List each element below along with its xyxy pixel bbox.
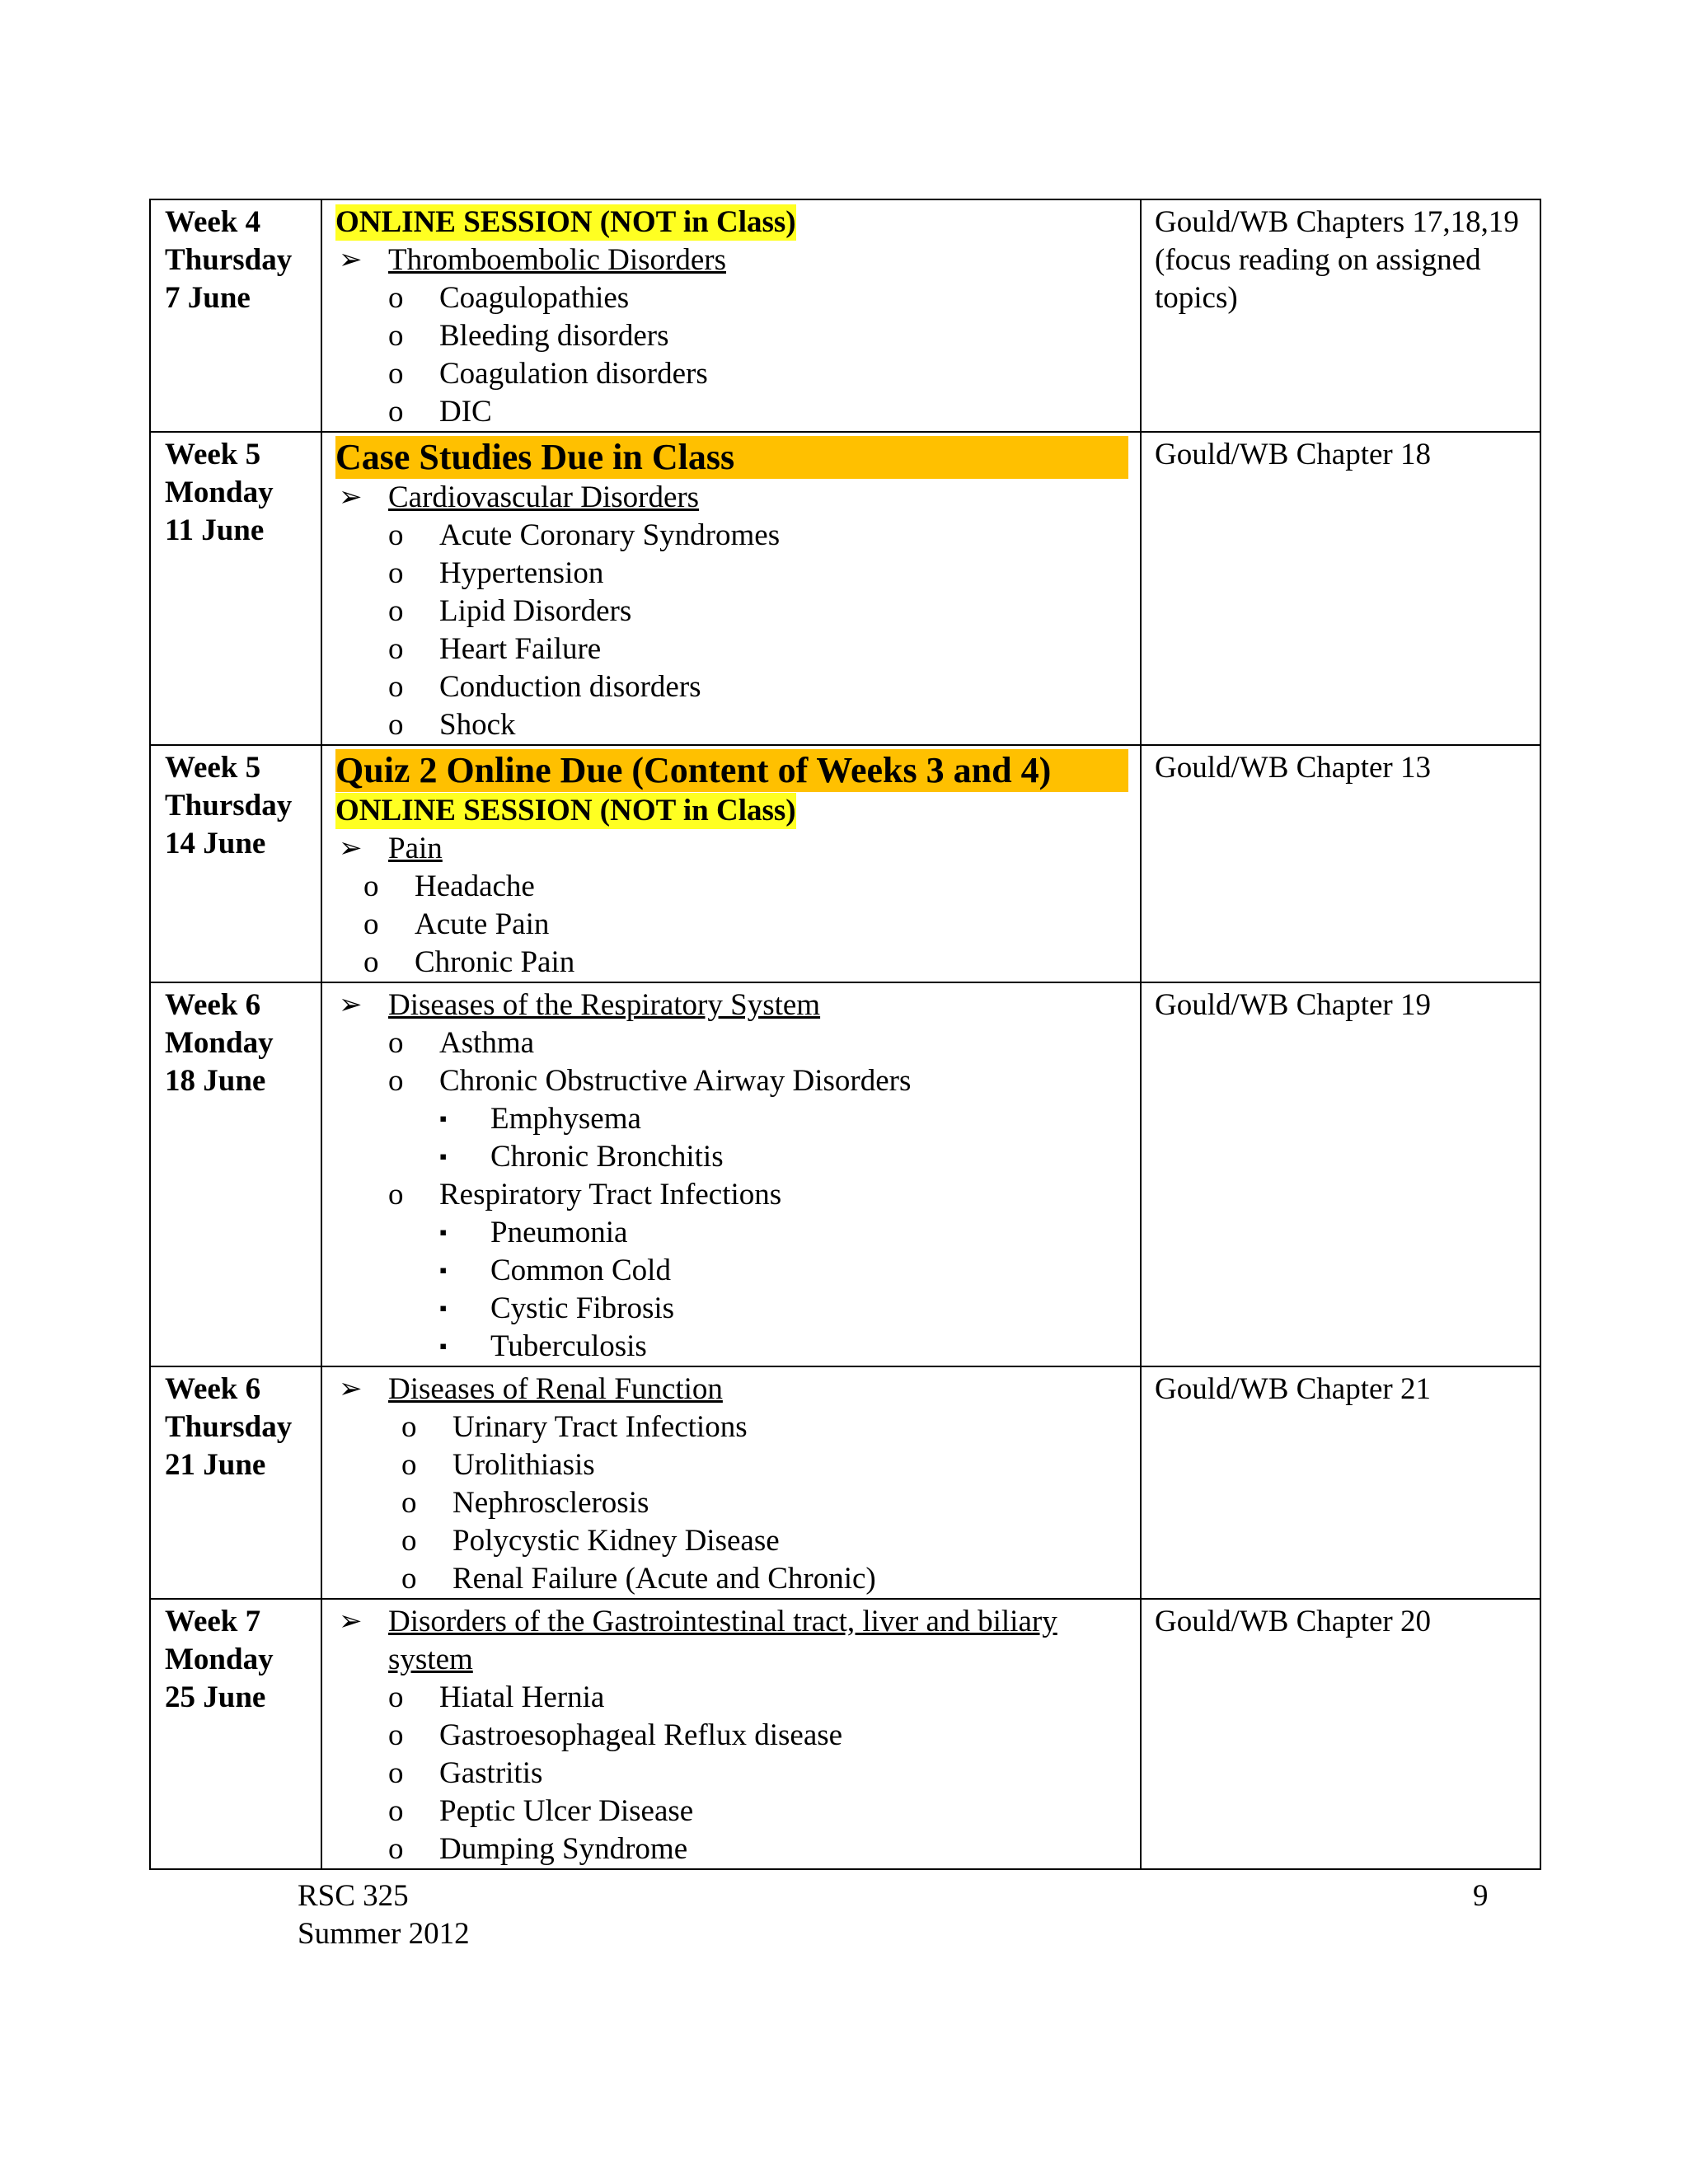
topic-cell — [321, 745, 1141, 982]
topic-cell — [321, 199, 1141, 432]
square-bullet-icon: ▪ — [439, 1334, 448, 1358]
list-item: o Nephrosclerosis — [335, 1484, 1128, 1522]
square-bullet-icon: ▪ — [439, 1296, 448, 1320]
square-bullet-icon: ▪ — [439, 1107, 448, 1131]
circle-bullet-icon: o — [401, 1562, 417, 1596]
arrow-bullet-icon: ➢ — [339, 245, 363, 275]
list-item: o Dumping Syndrome — [335, 1830, 1128, 1868]
main-topic: ➢ Disorders of the Gastrointestinal tract, liver and biliary system — [335, 1603, 1128, 1679]
online-session-banner: ONLINE SESSION (NOT in Class) — [335, 205, 796, 239]
circle-bullet-icon: o — [388, 594, 404, 628]
list-item: o Shock — [335, 706, 1128, 744]
topic-cell — [321, 982, 1141, 1366]
date-cell: Week 7 Monday 25 June — [150, 1599, 321, 1869]
arrow-bullet-icon: ➢ — [339, 1374, 363, 1404]
list-item: o Gastritis — [335, 1755, 1128, 1793]
reading-cell: Gould/WB Chapter 19 — [1141, 982, 1540, 1366]
quiz-due-banner: Quiz 2 Online Due (Content of Weeks 3 and 4) — [335, 749, 1128, 792]
date-cell: Week 5 Monday 11 June — [150, 432, 321, 745]
circle-bullet-icon: o — [388, 1832, 404, 1866]
list-item: o Urolithiasis — [335, 1446, 1128, 1484]
list-item: o Headache — [335, 868, 1128, 906]
list-item: o Hiatal Hernia — [335, 1679, 1128, 1717]
list-item: o Chronic Pain — [335, 944, 1128, 982]
term: Summer 2012 — [298, 1917, 470, 1951]
date-cell: Week 4 Thursday 7 June — [150, 199, 321, 432]
circle-bullet-icon: o — [401, 1524, 417, 1558]
table-row — [150, 432, 1540, 745]
list-item: ▪ Cystic Fibrosis — [335, 1290, 1128, 1328]
course-code: RSC 325 — [298, 1879, 409, 1913]
reading-cell: Gould/WB Chapter 13 — [1141, 745, 1540, 982]
table-row — [150, 745, 1540, 982]
circle-bullet-icon: o — [388, 319, 404, 353]
main-topic: ➢ Pain — [335, 830, 1128, 868]
list-item: o Chronic Obstructive Airway Disorders — [335, 1062, 1128, 1100]
circle-bullet-icon: o — [388, 632, 404, 666]
list-item: o Coagulopathies — [335, 279, 1128, 317]
list-item: ▪ Emphysema — [335, 1100, 1128, 1138]
main-topic: ➢ Diseases of the Respiratory System — [335, 987, 1128, 1024]
list-item: o Asthma — [335, 1024, 1128, 1062]
list-item: o DIC — [335, 393, 1128, 431]
circle-bullet-icon: o — [401, 1410, 417, 1444]
list-item: o Respiratory Tract Infections — [335, 1176, 1128, 1214]
reading-cell: Gould/WB Chapter 20 — [1141, 1599, 1540, 1869]
arrow-bullet-icon: ➢ — [339, 1606, 363, 1637]
circle-bullet-icon: o — [388, 395, 404, 429]
list-item: ▪ Pneumonia — [335, 1214, 1128, 1252]
circle-bullet-icon: o — [388, 357, 404, 391]
list-item: o Urinary Tract Infections — [335, 1408, 1128, 1446]
footer-course — [298, 1877, 470, 1953]
page-number: 9 — [1473, 1879, 1489, 1913]
topic-cell — [321, 432, 1141, 745]
circle-bullet-icon: o — [388, 1718, 404, 1752]
arrow-bullet-icon: ➢ — [339, 482, 363, 513]
table-row — [150, 199, 1540, 432]
square-bullet-icon: ▪ — [439, 1221, 448, 1244]
table-row — [150, 982, 1540, 1366]
circle-bullet-icon: o — [363, 869, 379, 903]
square-bullet-icon: ▪ — [439, 1258, 448, 1282]
reading-cell: Gould/WB Chapters 17,18,19 (focus reading on assigned topics) — [1141, 199, 1540, 432]
online-session-banner: ONLINE SESSION (NOT in Class) — [335, 794, 796, 827]
case-studies-banner: Case Studies Due in Class — [335, 436, 1128, 479]
topic-cell — [321, 1599, 1141, 1869]
circle-bullet-icon: o — [401, 1448, 417, 1482]
table-row — [150, 1599, 1540, 1869]
main-topic: ➢ Diseases of Renal Function — [335, 1371, 1128, 1408]
reading-cell: Gould/WB Chapter 18 — [1141, 432, 1540, 745]
list-item: o Acute Coronary Syndromes — [335, 517, 1128, 555]
square-bullet-icon: ▪ — [439, 1145, 448, 1169]
date-cell: Week 6 Thursday 21 June — [150, 1366, 321, 1599]
list-item: o Lipid Disorders — [335, 593, 1128, 630]
circle-bullet-icon: o — [401, 1486, 417, 1520]
list-item: o Coagulation disorders — [335, 355, 1128, 393]
list-item: o Conduction disorders — [335, 668, 1128, 706]
circle-bullet-icon: o — [388, 670, 404, 704]
list-item: ▪ Chronic Bronchitis — [335, 1138, 1128, 1176]
date-cell: Week 6 Monday 18 June — [150, 982, 321, 1366]
list-item: o Bleeding disorders — [335, 317, 1128, 355]
circle-bullet-icon: o — [363, 907, 379, 941]
circle-bullet-icon: o — [388, 1064, 404, 1098]
main-topic: ➢ Cardiovascular Disorders — [335, 479, 1128, 517]
list-item: o Heart Failure — [335, 630, 1128, 668]
list-item: o Peptic Ulcer Disease — [335, 1793, 1128, 1830]
list-item: ▪ Tuberculosis — [335, 1328, 1128, 1366]
list-item: o Hypertension — [335, 555, 1128, 593]
circle-bullet-icon: o — [363, 945, 379, 979]
circle-bullet-icon: o — [388, 281, 404, 315]
circle-bullet-icon: o — [388, 708, 404, 742]
main-topic: ➢ Thromboembolic Disorders — [335, 241, 1128, 279]
list-item: o Gastroesophageal Reflux disease — [335, 1717, 1128, 1755]
arrow-bullet-icon: ➢ — [339, 833, 363, 864]
circle-bullet-icon: o — [388, 1794, 404, 1828]
list-item: o Polycystic Kidney Disease — [335, 1522, 1128, 1560]
list-item: o Renal Failure (Acute and Chronic) — [335, 1560, 1128, 1598]
circle-bullet-icon: o — [388, 518, 404, 552]
reading-cell: Gould/WB Chapter 21 — [1141, 1366, 1540, 1599]
circle-bullet-icon: o — [388, 1680, 404, 1714]
date-cell: Week 5 Thursday 14 June — [150, 745, 321, 982]
schedule-table — [149, 199, 1541, 1870]
arrow-bullet-icon: ➢ — [339, 990, 363, 1020]
table-row — [150, 1366, 1540, 1599]
circle-bullet-icon: o — [388, 556, 404, 590]
circle-bullet-icon: o — [388, 1756, 404, 1790]
list-item: ▪ Common Cold — [335, 1252, 1128, 1290]
list-item: o Acute Pain — [335, 906, 1128, 944]
circle-bullet-icon: o — [388, 1178, 404, 1212]
topic-cell — [321, 1366, 1141, 1599]
circle-bullet-icon: o — [388, 1026, 404, 1060]
